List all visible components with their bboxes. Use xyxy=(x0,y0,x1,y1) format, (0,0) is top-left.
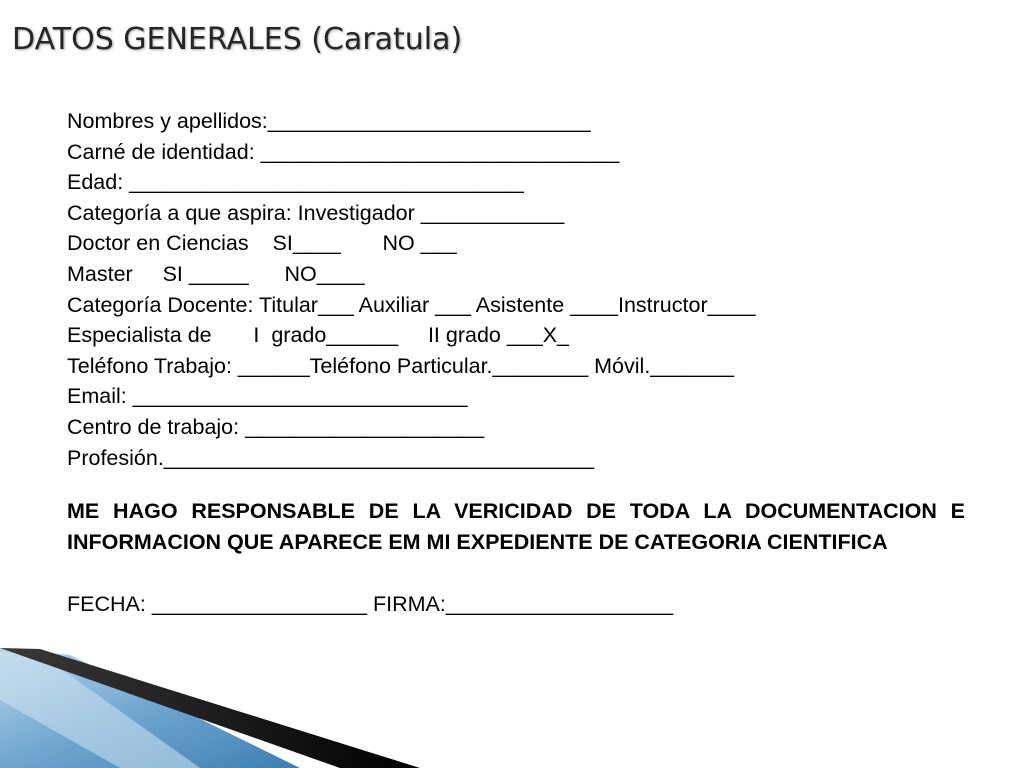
field-categoria-docente: Categoría Docente: Titular___ Auxiliar ___ Asistente ____Instructor____ xyxy=(67,292,756,317)
field-profesion: Profesión.____________________________________ xyxy=(67,445,595,470)
field-edad: Edad: _________________________________ xyxy=(67,170,524,195)
field-centro-trabajo: Centro de trabajo: ____________________ xyxy=(67,414,485,439)
field-especialista: Especialista de I grado______ II grado ___X_ xyxy=(67,323,569,348)
blue-swoosh-shape xyxy=(0,648,300,768)
field-doctor-ciencias: Doctor en Ciencias SI____ NO ___ xyxy=(67,231,457,256)
page-title: DATOS GENERALES (Caratula) xyxy=(12,22,463,57)
date-signature-line: FECHA: __________________ FIRMA:___________________ xyxy=(67,592,674,617)
dark-swoosh-shape xyxy=(0,648,420,768)
field-categoria-aspira: Categoría a que aspira: Investigador ____________ xyxy=(67,200,565,225)
field-carne: Carné de identidad: ______________________________ xyxy=(67,139,620,164)
responsibility-declaration: ME HAGO RESPONSABLE DE LA VERICIDAD DE TODA LA DOCUMENTACION E INFORMACION QUE APARECE EM MI EXPEDIENTE DE CATEGORIA CIENTIFICA xyxy=(67,499,965,555)
field-nombres: Nombres y apellidos:___________________________ xyxy=(67,109,591,133)
form-body xyxy=(67,106,965,620)
field-telefonos: Teléfono Trabajo: ______Teléfono Particular.________ Móvil._______ xyxy=(67,353,734,378)
field-email: Email: ____________________________ xyxy=(67,384,468,409)
light-swoosh-shape xyxy=(0,652,200,768)
field-master: Master SI _____ NO____ xyxy=(67,261,365,286)
